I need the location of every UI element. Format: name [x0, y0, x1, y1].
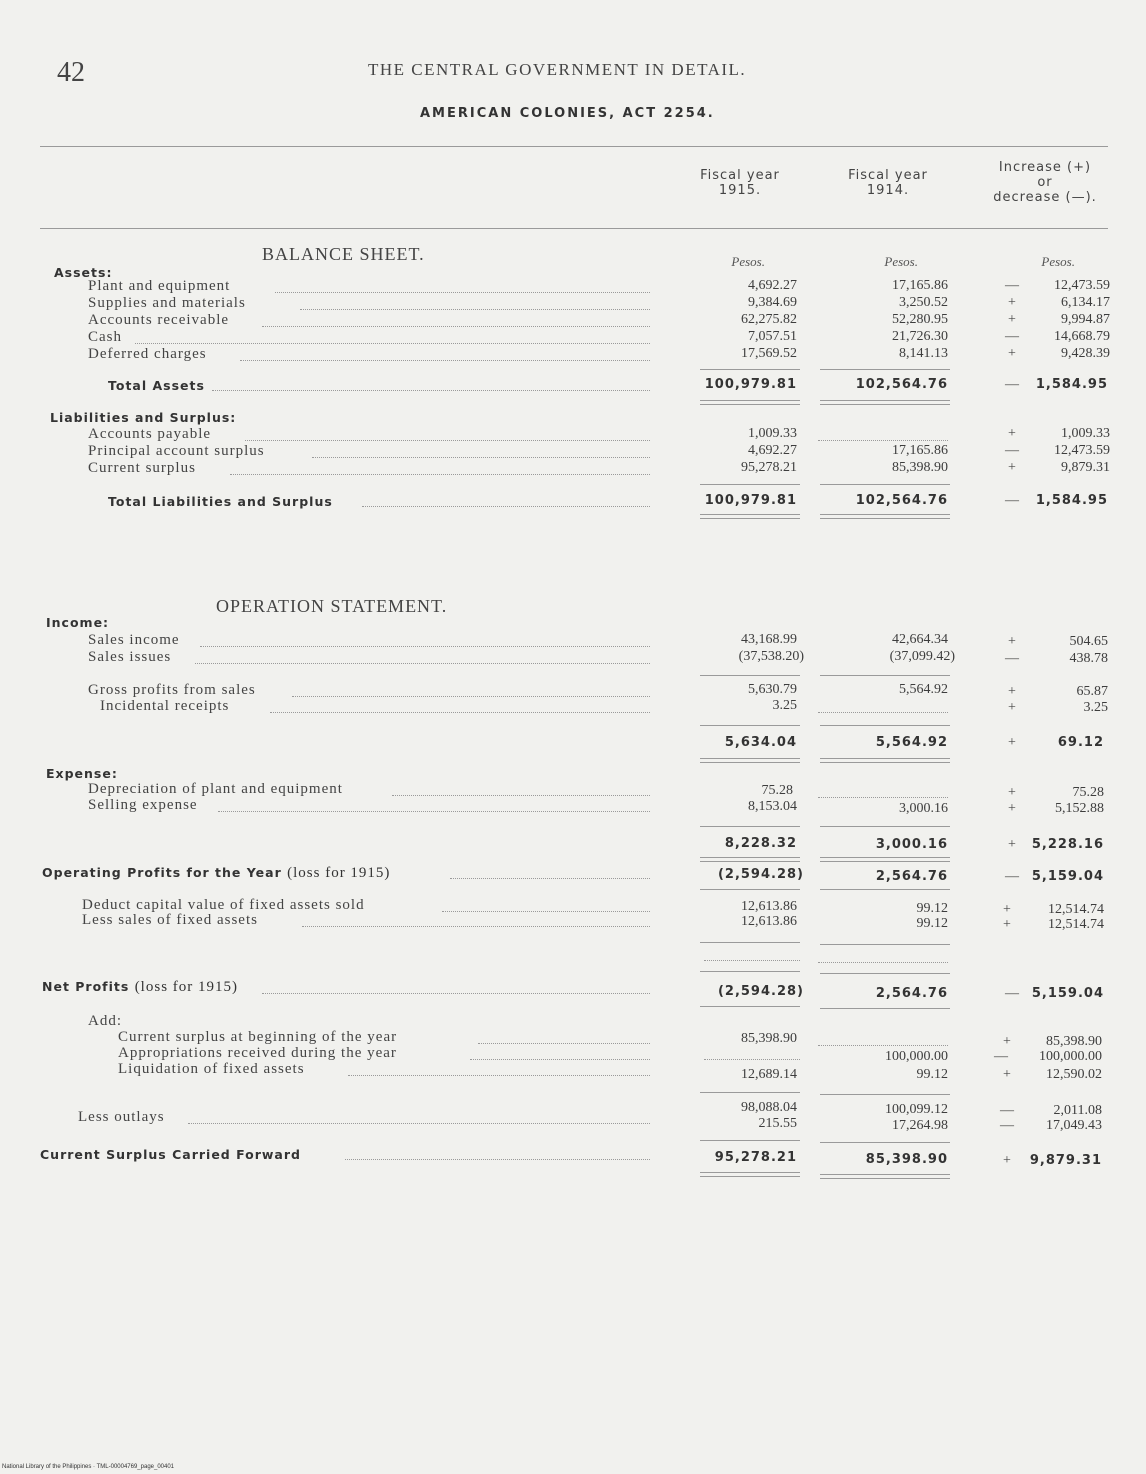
- value-fy1914: 5,564.92: [899, 682, 948, 697]
- value-fy1915: 5,634.04: [724, 735, 797, 750]
- value-fy1914: 102,564.76: [855, 493, 948, 508]
- sum-rule: [700, 889, 800, 890]
- change-sign: —: [1005, 869, 1019, 884]
- change-sign: —: [994, 1049, 1008, 1064]
- column-header-fy1915: Fiscal year 1915.: [700, 168, 780, 198]
- row-label: Sales income: [88, 632, 180, 648]
- value-fy1915: (37,538.20): [738, 649, 804, 664]
- change-sign: +: [1008, 700, 1016, 715]
- value-change: 9,879.31: [1061, 460, 1110, 475]
- double-rule: [820, 514, 950, 519]
- leader-dots: [450, 878, 650, 879]
- blank-dots: [818, 962, 948, 963]
- sum-rule: [700, 675, 800, 676]
- row-label: Total Liabilities and Surplus: [108, 494, 333, 509]
- blank-dots: [818, 797, 948, 798]
- row-label: Gross profits from sales: [88, 682, 256, 698]
- row-label: [42, 979, 238, 996]
- change-sign: —: [1005, 493, 1019, 508]
- sum-rule: [700, 725, 800, 726]
- value-fy1915: 95,278.21: [714, 1150, 797, 1165]
- blank-dots: [704, 960, 800, 961]
- row-label: Total Assets: [108, 378, 205, 393]
- double-rule: [820, 400, 950, 405]
- row-label: Appropriations received during the year: [118, 1045, 397, 1061]
- change-sign: +: [1003, 1067, 1011, 1082]
- value-fy1914: 85,398.90: [892, 460, 948, 475]
- change-sign: +: [1003, 1153, 1011, 1168]
- value-change: 1,584.95: [1035, 493, 1108, 508]
- value-change: 5,159.04: [1031, 869, 1104, 884]
- change-sign: +: [1008, 684, 1016, 699]
- value-fy1915: 8,228.32: [724, 836, 797, 851]
- change-sign: —: [1005, 278, 1019, 293]
- leader-dots: [478, 1043, 650, 1044]
- row-label: [42, 865, 390, 882]
- value-fy1914: 100,099.12: [885, 1102, 948, 1117]
- sum-rule: [820, 675, 950, 676]
- change-sign: +: [1003, 1034, 1011, 1049]
- leader-dots: [200, 646, 650, 647]
- column-header-fy1914: Fiscal year 1914.: [848, 168, 928, 198]
- value-fy1914: 17,264.98: [892, 1118, 948, 1133]
- row-label: Deduct capital value of fixed assets sold: [82, 897, 365, 913]
- leader-dots: [312, 457, 650, 458]
- income-label: Income:: [46, 615, 110, 630]
- change-sign: +: [1003, 902, 1011, 917]
- value-fy1915: 215.55: [758, 1116, 797, 1131]
- value-fy1915: 8,153.04: [748, 799, 797, 814]
- value-change: 6,134.17: [1061, 295, 1110, 310]
- row-label: Accounts payable: [88, 426, 212, 442]
- row-label: Plant and equipment: [88, 278, 231, 294]
- double-rule: [700, 857, 800, 862]
- change-sign: +: [1008, 735, 1016, 750]
- unit-change: Pesos.: [1041, 254, 1075, 269]
- assets-label: Assets:: [54, 265, 113, 280]
- change-sign: +: [1003, 917, 1011, 932]
- value-fy1914: 52,280.95: [892, 312, 948, 327]
- double-rule: [700, 1172, 800, 1177]
- change-sign: +: [1008, 801, 1016, 816]
- value-fy1915: 98,088.04: [741, 1100, 797, 1115]
- value-fy1914: 3,250.52: [899, 295, 948, 310]
- value-change: 3.25: [1083, 700, 1108, 715]
- value-fy1915: 12,689.14: [741, 1067, 797, 1082]
- value-change: 5,152.88: [1055, 801, 1104, 816]
- value-fy1915: (2,594.28): [717, 984, 804, 999]
- value-fy1915: (2,594.28): [717, 867, 804, 882]
- leader-dots: [188, 1123, 650, 1124]
- value-fy1914: 85,398.90: [865, 1152, 948, 1167]
- change-sign: —: [1005, 443, 1019, 458]
- row-label: Cash: [88, 329, 122, 345]
- change-sign: +: [1008, 346, 1016, 361]
- value-change: 14,668.79: [1054, 329, 1110, 344]
- value-fy1914: 3,000.16: [899, 801, 948, 816]
- sum-rule: [820, 889, 950, 890]
- row-label: Current surplus at beginning of the year: [118, 1029, 398, 1045]
- row-label: Supplies and materials: [88, 295, 246, 311]
- page-header-title: THE CENTRAL GOVERNMENT IN DETAIL.: [368, 60, 747, 79]
- row-label: Depreciation of plant and equipment: [88, 781, 343, 797]
- blank-dots: [818, 712, 948, 713]
- row-label: Deferred charges: [88, 346, 207, 362]
- sum-rule: [820, 1142, 950, 1143]
- value-fy1915: 43,168.99: [741, 632, 797, 647]
- leader-dots: [300, 309, 650, 310]
- add-label: Add:: [88, 1013, 122, 1029]
- row-label: Accounts receivable: [88, 312, 230, 328]
- value-change: 69.12: [1057, 735, 1104, 750]
- value-fy1914: 21,726.30: [892, 329, 948, 344]
- value-fy1915: 100,979.81: [704, 377, 797, 392]
- leader-dots: [470, 1059, 650, 1060]
- change-sign: —: [1005, 986, 1019, 1001]
- value-fy1914: 2,564.76: [875, 869, 948, 884]
- row-label: Current Surplus Carried Forward: [40, 1147, 301, 1162]
- change-sign: +: [1008, 312, 1016, 327]
- sum-rule: [820, 973, 950, 974]
- document-subheading: AMERICAN COLONIES, ACT 2254.: [420, 106, 715, 121]
- row-label: Current surplus: [88, 460, 196, 476]
- value-change: 12,473.59: [1054, 443, 1110, 458]
- value-fy1915: 4,692.27: [748, 443, 797, 458]
- sum-rule: [700, 942, 800, 943]
- blank-dots: [818, 440, 948, 441]
- value-fy1914: 2,564.76: [875, 986, 948, 1001]
- row-label-text: Operating Profits for the Year: [42, 865, 282, 880]
- value-fy1915: 62,275.82: [741, 312, 797, 327]
- value-fy1915: 17,569.52: [741, 346, 797, 361]
- row-label: Less sales of fixed assets: [82, 912, 258, 928]
- value-fy1914: 99.12: [916, 916, 948, 931]
- sum-rule: [700, 1006, 800, 1007]
- leader-dots: [270, 712, 650, 713]
- liabilities-label: Liabilities and Surplus:: [50, 410, 237, 425]
- value-change: 17,049.43: [1046, 1118, 1102, 1133]
- sum-rule: [700, 971, 800, 972]
- sum-rule: [700, 1092, 800, 1093]
- row-label: Sales issues: [88, 649, 172, 665]
- row-label: Principal account surplus: [88, 443, 265, 459]
- value-fy1915: 1,009.33: [748, 426, 797, 441]
- unit-fy1914: Pesos.: [884, 254, 918, 269]
- leader-dots: [442, 911, 650, 912]
- leader-dots: [292, 696, 650, 697]
- leader-dots: [245, 440, 650, 441]
- sum-rule: [820, 944, 950, 945]
- value-fy1914: 42,664.34: [892, 632, 948, 647]
- sum-rule: [700, 826, 800, 827]
- value-fy1914: 3,000.16: [875, 837, 948, 852]
- leader-dots: [195, 663, 650, 664]
- value-fy1914: 17,165.86: [892, 443, 948, 458]
- value-change: 504.65: [1069, 634, 1108, 649]
- value-fy1915: 12,613.86: [741, 899, 797, 914]
- sum-rule: [820, 484, 950, 485]
- double-rule: [700, 514, 800, 519]
- sum-rule: [820, 725, 950, 726]
- value-change: 2,011.08: [1053, 1103, 1102, 1118]
- value-fy1915: 5,630.79: [748, 682, 797, 697]
- double-rule: [700, 758, 800, 763]
- value-fy1915: 100,979.81: [704, 493, 797, 508]
- value-fy1915: 85,398.90: [741, 1031, 797, 1046]
- top-rule: [40, 146, 1108, 147]
- row-label-text: Net Profits: [42, 979, 130, 994]
- row-label: Selling expense: [88, 797, 198, 813]
- value-change: 100,000.00: [1039, 1049, 1102, 1064]
- column-header-change: Increase (+) or decrease (—).: [993, 160, 1097, 205]
- value-change: 9,994.87: [1061, 312, 1110, 327]
- value-fy1914: 8,141.13: [899, 346, 948, 361]
- change-sign: —: [1005, 329, 1019, 344]
- leader-dots: [348, 1075, 650, 1076]
- value-fy1914: (37,099.42): [889, 649, 955, 664]
- change-sign: +: [1008, 295, 1016, 310]
- change-sign: +: [1008, 426, 1016, 441]
- value-fy1915: 75.28: [761, 783, 793, 798]
- value-fy1915: 3.25: [772, 698, 797, 713]
- leader-dots: [302, 926, 650, 927]
- row-label: Liquidation of fixed assets: [118, 1061, 305, 1077]
- value-change: 75.28: [1072, 785, 1104, 800]
- value-change: 1,584.95: [1035, 377, 1108, 392]
- value-fy1914: 99.12: [916, 1067, 948, 1082]
- value-fy1915: 4,692.27: [748, 278, 797, 293]
- value-change: 1,009.33: [1061, 426, 1110, 441]
- leader-dots: [262, 993, 650, 994]
- value-fy1914: 100,000.00: [885, 1049, 948, 1064]
- row-note: (loss for 1915): [134, 979, 239, 995]
- blank-dots: [704, 1059, 800, 1060]
- sum-rule: [700, 484, 800, 485]
- value-change: 9,428.39: [1061, 346, 1110, 361]
- leader-dots: [275, 292, 650, 293]
- row-label: Less outlays: [78, 1109, 165, 1125]
- change-sign: —: [1005, 377, 1019, 392]
- change-sign: +: [1008, 634, 1016, 649]
- value-change: 5,228.16: [1031, 837, 1104, 852]
- expense-label: Expense:: [46, 766, 118, 781]
- row-note: (loss for 1915): [287, 865, 391, 881]
- scan-footer: National Library of the Philippines · TML-00004769_page_00401: [2, 1464, 175, 1470]
- change-sign: +: [1008, 785, 1016, 800]
- blank-dots: [818, 1045, 948, 1046]
- unit-fy1915: Pesos.: [731, 254, 765, 269]
- change-sign: +: [1008, 837, 1016, 852]
- leader-dots: [362, 506, 650, 507]
- value-change: 12,473.59: [1054, 278, 1110, 293]
- change-sign: —: [1000, 1118, 1014, 1133]
- sum-rule: [820, 1008, 950, 1009]
- value-fy1914: 5,564.92: [875, 735, 948, 750]
- change-sign: +: [1008, 460, 1016, 475]
- leader-dots: [262, 326, 650, 327]
- change-sign: —: [1005, 651, 1019, 666]
- value-change: 12,590.02: [1046, 1067, 1102, 1082]
- value-change: 12,514.74: [1048, 917, 1104, 932]
- change-sign: —: [1000, 1103, 1014, 1118]
- value-fy1915: 12,613.86: [741, 914, 797, 929]
- value-fy1915: 7,057.51: [748, 329, 797, 344]
- leader-dots: [392, 795, 650, 796]
- operation-statement-title: OPERATION STATEMENT.: [216, 596, 448, 616]
- value-fy1914: 99.12: [916, 901, 948, 916]
- value-change: 9,879.31: [1029, 1153, 1102, 1168]
- sum-rule: [820, 369, 950, 370]
- sum-rule: [700, 369, 800, 370]
- value-change: 5,159.04: [1031, 986, 1104, 1001]
- value-change: 65.87: [1076, 684, 1108, 699]
- leader-dots: [135, 343, 650, 344]
- leader-dots: [240, 360, 650, 361]
- value-change: 12,514.74: [1048, 902, 1104, 917]
- page-number: 42: [57, 57, 85, 88]
- sum-rule: [700, 1140, 800, 1141]
- leader-dots: [212, 390, 650, 391]
- value-change: 85,398.90: [1046, 1034, 1102, 1049]
- row-label: Incidental receipts: [100, 698, 230, 714]
- leader-dots: [218, 811, 650, 812]
- value-fy1914: 102,564.76: [855, 377, 948, 392]
- value-change: 438.78: [1069, 651, 1108, 666]
- value-fy1914: 17,165.86: [892, 278, 948, 293]
- balance-sheet-title: BALANCE SHEET.: [262, 244, 425, 264]
- header-rule: [40, 228, 1108, 229]
- leader-dots: [345, 1159, 650, 1160]
- double-rule: [820, 1174, 950, 1179]
- sum-rule: [820, 826, 950, 827]
- double-rule: [820, 758, 950, 763]
- value-fy1915: 9,384.69: [748, 295, 797, 310]
- value-fy1915: 95,278.21: [741, 460, 797, 475]
- double-rule: [700, 400, 800, 405]
- sum-rule: [820, 1094, 950, 1095]
- leader-dots: [230, 474, 650, 475]
- double-rule: [820, 857, 950, 862]
